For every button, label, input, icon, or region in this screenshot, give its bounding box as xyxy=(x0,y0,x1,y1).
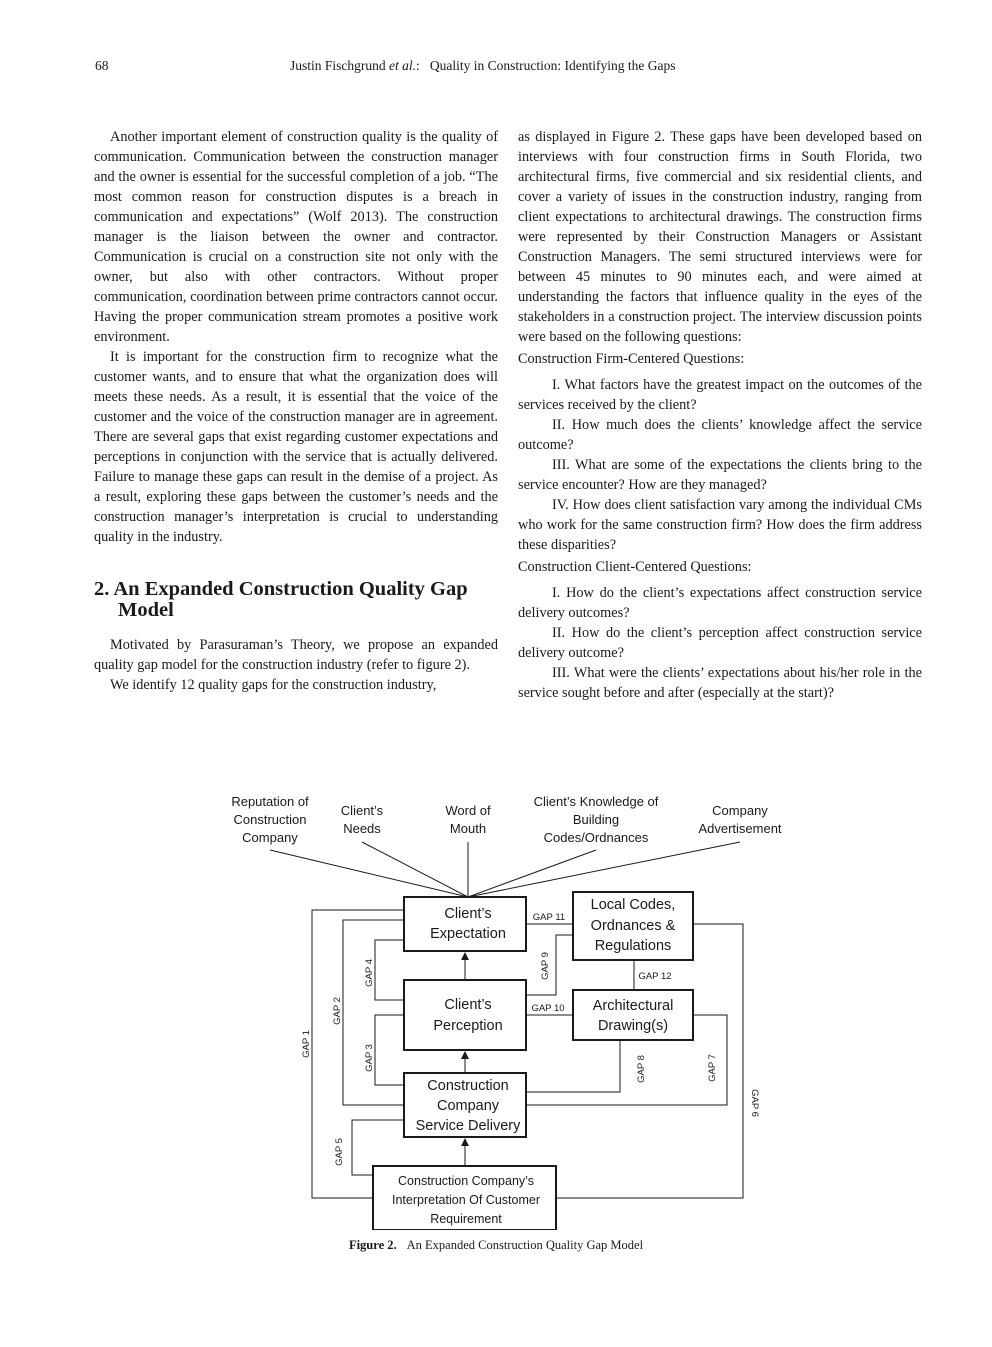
running-title: Justin Fischgrund et al.: Quality in Construction: Identifying the Gaps xyxy=(290,58,676,73)
input-advertisement: Company Advertisement xyxy=(698,803,782,836)
question-item: III. What were the clients’ expectations about his/her role in the service sought before and after (especially at the start)? xyxy=(518,665,922,701)
gap-model-diagram xyxy=(0,790,992,1230)
question-item: III. What are some of the expectations the clients bring to the service encounter? How are they managed? xyxy=(518,457,922,493)
right-column xyxy=(518,127,922,703)
box-service-delivery: Construction Company Service Delivery xyxy=(415,1078,521,1134)
body-paragraph: as displayed in Figure 2. These gaps have been developed based on interviews with four construction firms in South Florida, two architectural firms, five commercial and six residential clients, and cover a variety of issues in the construction industry, ranging from client expectations to architectural drawings. The construction firms were represented by their Construction Managers or Assistant Construction Managers. The semi structured interviews were for between 45 minutes to 90 minutes each, and were aimed at understanding the factors that influence quality in the eyes of the stakeholders in a construction project. The interview discussion points were based on the following questions: xyxy=(518,129,922,345)
gap-10-label: GAP 10 xyxy=(531,1003,565,1014)
gap-5-label: GAP 5 xyxy=(334,1138,345,1166)
gap-3-label: GAP 3 xyxy=(364,1044,375,1072)
gap-model-figure xyxy=(0,790,992,1230)
box-client-expectation: Client’s Expectation xyxy=(430,906,506,942)
figure-caption xyxy=(0,1238,992,1253)
question-item: I. What factors have the greatest impact on the outcomes of the services received by the client? xyxy=(518,377,922,413)
box-interpretation: Construction Company’s Interpretation Of Customer Requirement xyxy=(392,1174,540,1226)
section-heading: 2. An Expanded Construction Quality Gap Model xyxy=(94,578,468,621)
question-item: IV. How does client satisfaction vary among the individual CMs who work for the same construction firm? How does the firm address these disparities? xyxy=(518,497,922,553)
question-item: II. How much does the clients’ knowledge affect the service outcome? xyxy=(518,417,922,453)
gap-1-label: GAP 1 xyxy=(301,1030,312,1058)
gap-4-label: GAP 4 xyxy=(364,959,375,987)
box-local-codes: Local Codes, Ordnances & Regulations xyxy=(590,897,676,954)
gap-8-label: GAP 8 xyxy=(636,1055,647,1083)
gap-6-label: GAP 6 xyxy=(749,1089,760,1117)
box-client-perception: Client’s Perception xyxy=(433,997,503,1034)
question-item: II. How do the client’s perception affect construction service delivery outcome? xyxy=(518,625,922,661)
gap-12-label: GAP 12 xyxy=(638,971,672,982)
question-item: I. How do the client’s expectations affect construction service delivery outcomes? xyxy=(518,585,922,621)
gap-9-label: GAP 9 xyxy=(540,952,551,980)
left-column xyxy=(94,127,498,695)
input-reputation: Reputation of Construction Company xyxy=(231,794,309,845)
input-knowledge: Client’s Knowledge of Building Codes/Ordnances xyxy=(533,794,659,845)
caption-label: Figure 2. xyxy=(348,1238,397,1252)
gap-2-label: GAP 2 xyxy=(332,997,343,1025)
box-architectural-drawings: Architectural Drawing(s) xyxy=(592,998,674,1034)
running-header xyxy=(0,58,992,78)
body-paragraph: Another important element of construction quality is the quality of communication. Communication between the construction manager and the owner is essential for the successful completion of a job. “The most common reason for construction disputes is a breach in communication and expectations” (Wolf 2013). The construction manager is the liaison between the owner and contractor. Communication is crucial on a construction site not only with the owner, but also with other contractors. Without proper communication, coordination between prime contractors cannot occur. Having the proper communication stream promotes a positive work environment. xyxy=(94,129,498,345)
caption-text: An Expanded Construction Quality Gap Model xyxy=(406,1238,644,1252)
body-paragraph: Motivated by Parasuraman’s Theory, we propose an expanded quality gap model for the construction industry (refer to figure 2). xyxy=(94,637,498,673)
body-paragraph: It is important for the construction firm to recognize what the customer wants, and to ensure that what the organization does will meets these needs. As a result, it is essential that the voice of the customer and the voice of the construction manager are in agreement. There are several gaps that exist regarding customer expectations and perceptions in conjunction with the service that is actually delivered. Failure to manage these gaps can result in the demise of a project. As a result, exploring these gaps between the customer’s needs and the construction manager’s interpretation is crucial to understanding quality in the industry. xyxy=(94,349,498,545)
gap-7-label: GAP 7 xyxy=(707,1054,718,1082)
page-number: 68 xyxy=(95,58,109,73)
input-needs: Client’s Needs xyxy=(340,803,384,836)
input-word-of-mouth: Word of Mouth xyxy=(445,803,491,836)
question-group-label: Construction Firm-Centered Questions: xyxy=(518,351,745,367)
question-group-label: Construction Client-Centered Questions: xyxy=(518,559,752,575)
body-paragraph: We identify 12 quality gaps for the construction industry, xyxy=(110,677,437,693)
gap-11-label: GAP 11 xyxy=(532,912,566,923)
